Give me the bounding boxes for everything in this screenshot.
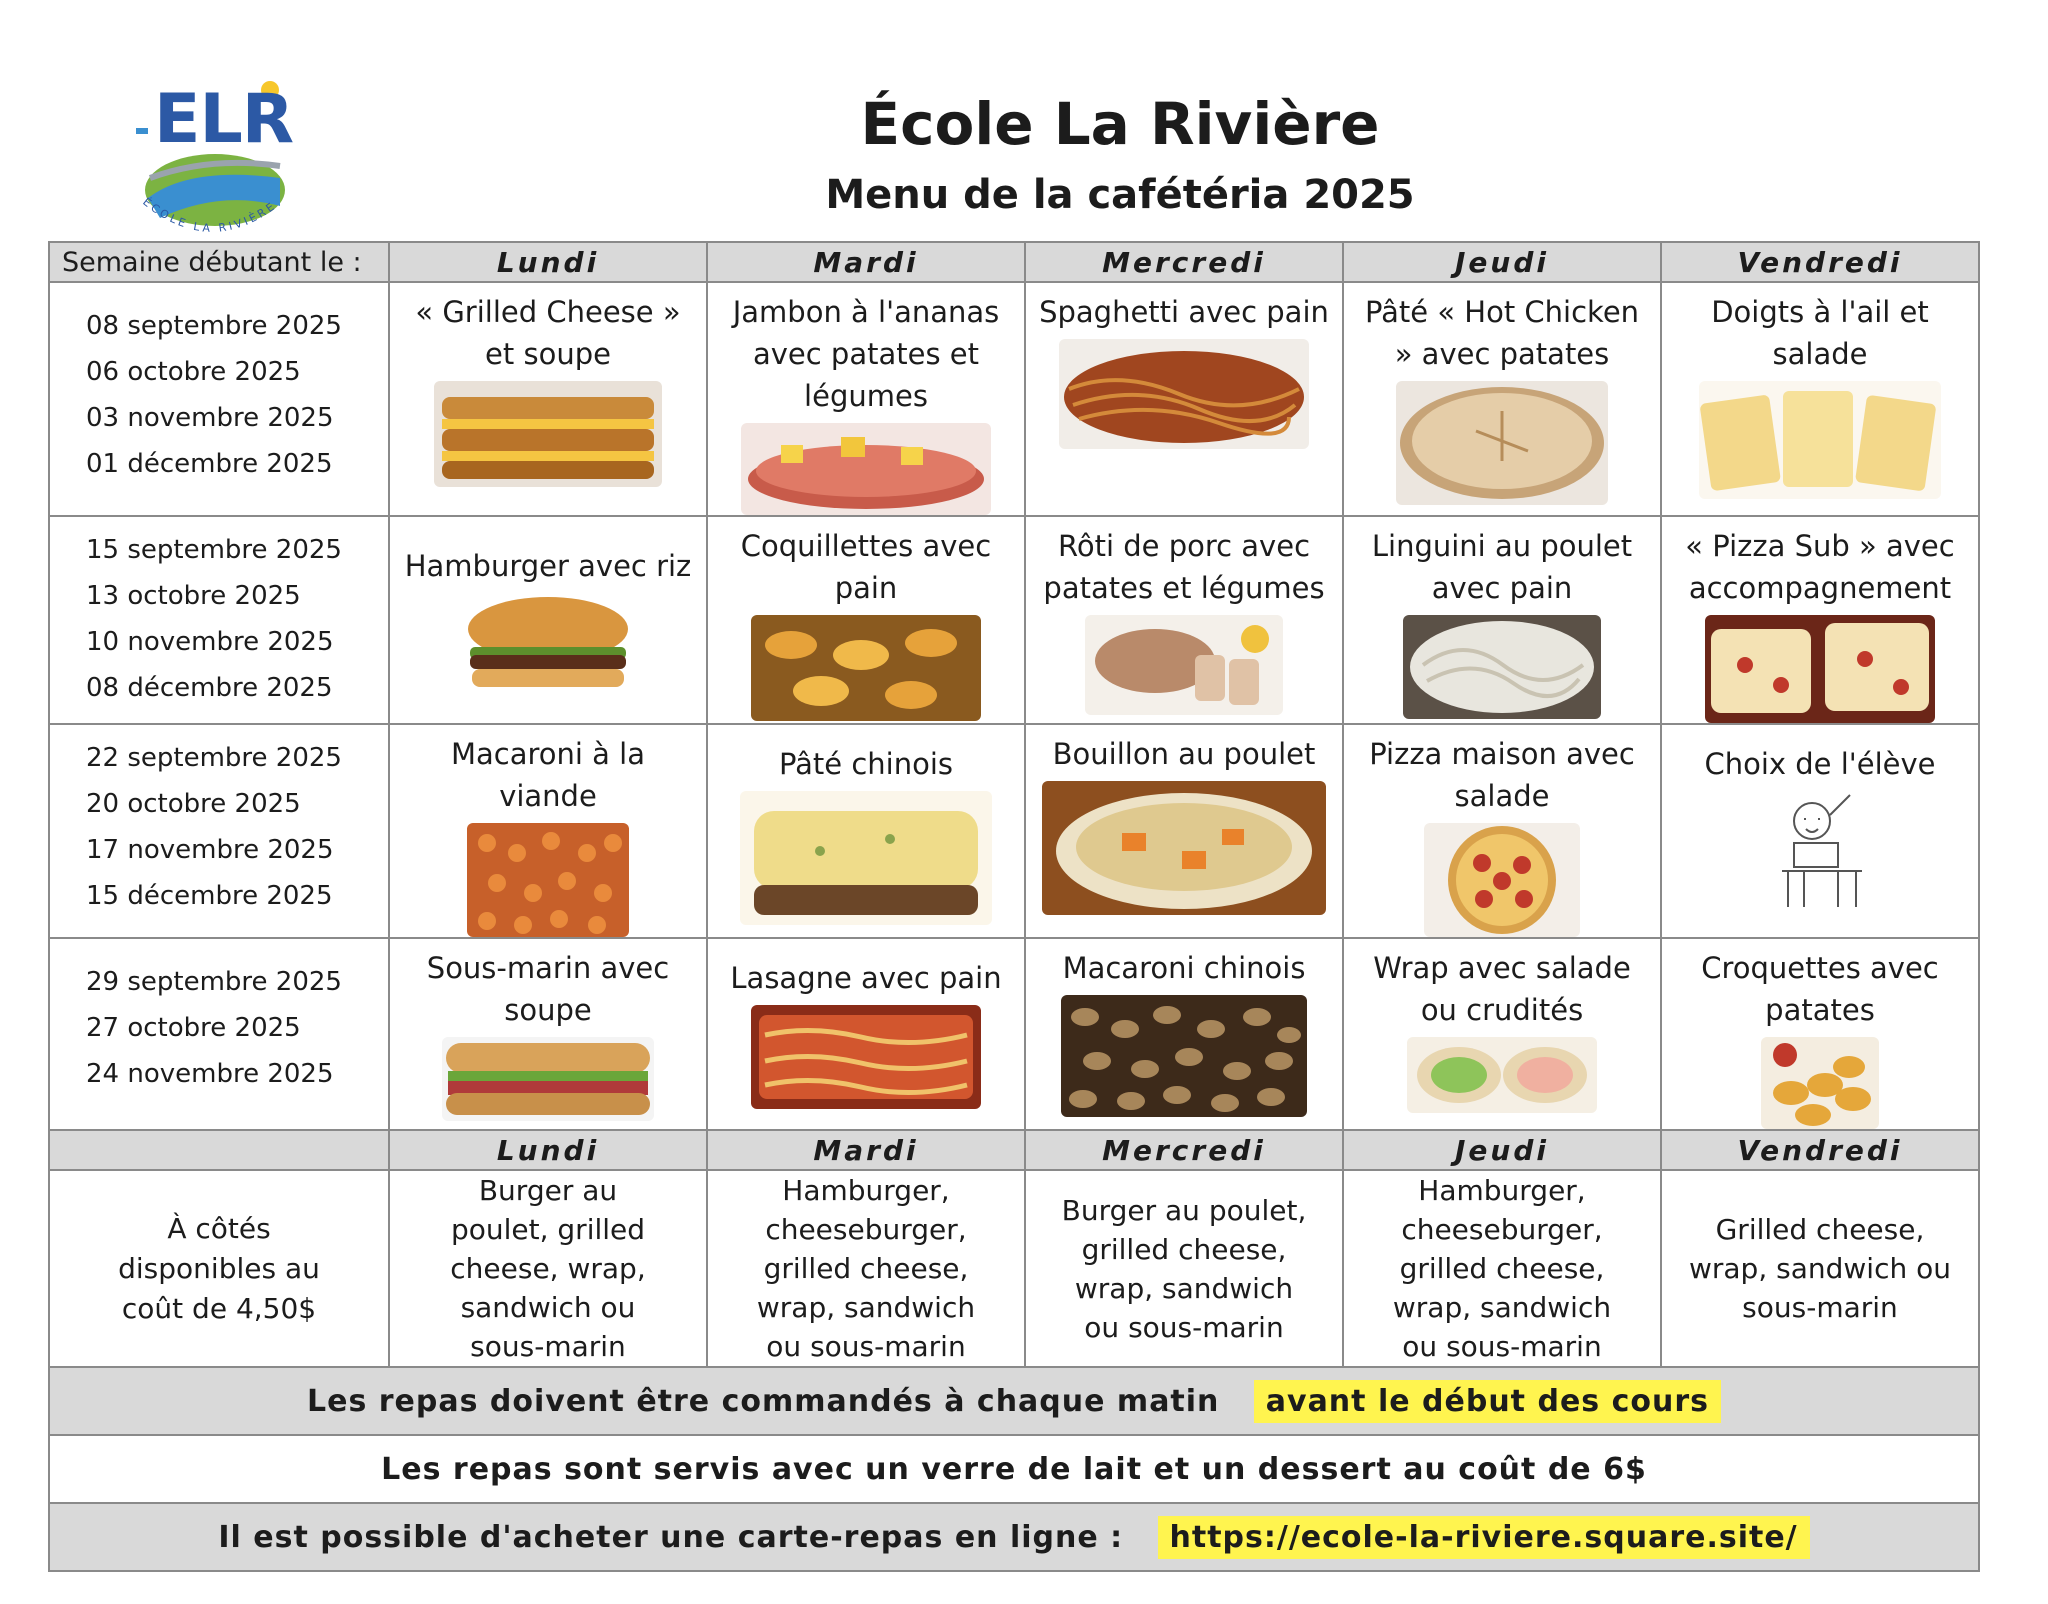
meal-name: Wrap avec salade ou crudités [1373, 951, 1631, 1027]
meal-cell [707, 724, 1025, 938]
semaine-label: Semaine débutant le : [49, 242, 389, 282]
day-lundi: Lundi [389, 242, 707, 282]
shepherds-pie-icon [740, 791, 992, 925]
cotes-text: Burger au poulet, grilled cheese, wrap, sandwich ou sous-marin [450, 1174, 646, 1363]
meal-cell [1343, 724, 1661, 938]
meal-cell [389, 724, 707, 938]
meal-cell [1025, 282, 1343, 516]
cotes-text: Hamburger, cheeseburger, grilled cheese, wrap, sandwich ou sous-marin [756, 1174, 976, 1363]
day-mercredi: Mercredi [1025, 242, 1343, 282]
week-date: 27 octobre 2025 [86, 1013, 301, 1043]
week-date: 15 septembre 2025 [86, 535, 342, 565]
meal-cell [1343, 938, 1661, 1130]
meal-cell [707, 282, 1025, 516]
week-date: 08 septembre 2025 [86, 311, 342, 341]
grilled-cheese-icon [434, 381, 662, 487]
week-date: 29 septembre 2025 [86, 967, 342, 997]
meal-cell [1661, 938, 1979, 1130]
meal-cell [389, 516, 707, 724]
submarine-icon [442, 1037, 654, 1121]
lasagna-icon [751, 1005, 981, 1109]
week-dates [49, 516, 389, 724]
week-row [49, 938, 1979, 1130]
garlic-fingers-icon [1699, 381, 1941, 499]
logo-letters: ELR [154, 80, 294, 159]
day-mardi: Mardi [707, 242, 1025, 282]
week-date: 13 octobre 2025 [86, 581, 301, 611]
cotes-cell [1025, 1170, 1343, 1367]
meal-cell [1343, 516, 1661, 724]
pasta-shells-icon [751, 615, 981, 721]
empty-header-cell [49, 1130, 389, 1170]
week-date: 01 décembre 2025 [86, 449, 333, 479]
meal-cell [389, 282, 707, 516]
meal-name: Pâté « Hot Chicken » avec patates [1364, 295, 1640, 371]
meal-cell [1661, 282, 1979, 516]
macaroni-meat-icon [467, 823, 629, 937]
served-notice-row [49, 1435, 1979, 1503]
meal-name: Lasagne avec pain [730, 961, 1002, 995]
meal-name: Linguini au poulet avec pain [1371, 529, 1633, 605]
week-date: 15 décembre 2025 [86, 881, 333, 911]
meal-cell [1343, 282, 1661, 516]
week-dates [49, 938, 389, 1130]
pork-roast-icon [1085, 615, 1283, 715]
meal-name: Macaroni à la viande [450, 737, 645, 813]
meal-cell [1025, 516, 1343, 724]
served-notice: Les repas sont servis avec un verre de lait et un dessert au coût de 6$ [49, 1435, 1979, 1503]
meal-cell [707, 516, 1025, 724]
week-date: 08 décembre 2025 [86, 673, 333, 703]
meal-name: Doigts à l'ail et salade [1711, 295, 1929, 371]
cotes-text: Burger au poulet, grilled cheese, wrap, sandwich ou sous-marin [1061, 1193, 1307, 1344]
meal-name: « Grilled Cheese » et soupe [415, 295, 681, 371]
card-url-link[interactable]: https://ecole-la-riviere.square.site/ [1158, 1516, 1810, 1559]
meal-name: Spaghetti avec pain [1039, 295, 1329, 329]
school-logo [130, 78, 300, 248]
pizza-sub-icon [1705, 615, 1935, 723]
hamburger-icon [458, 593, 638, 693]
page-title: École La Rivière [860, 90, 1380, 158]
meal-name: Hamburger avec riz [404, 549, 692, 583]
meal-name: Macaroni chinois [1062, 951, 1306, 985]
page-subtitle: Menu de la cafétéria 2025 [825, 172, 1415, 218]
pizza-icon [1424, 823, 1580, 937]
menu-table [48, 241, 1980, 1572]
meal-cell [707, 938, 1025, 1130]
week-date: 03 novembre 2025 [86, 403, 334, 433]
meal-name: Sous-marin avec soupe [426, 951, 670, 1027]
week-row [49, 282, 1979, 516]
order-text: Les repas doivent être commandés à chaque matin [306, 1383, 1220, 1419]
meal-name: Coquillettes avec pain [740, 529, 992, 605]
card-notice [49, 1503, 1979, 1571]
meal-name: Pâté chinois [778, 747, 954, 781]
cotes-label: À côtés disponibles au coût de 4,50$ [118, 1211, 320, 1325]
cotes-text: Grilled cheese, wrap, sandwich ou sous-marin [1688, 1213, 1951, 1324]
meal-name: Rôti de porc avec patates et légumes [1043, 529, 1325, 605]
day-vendredi: Vendredi [1661, 1130, 1979, 1170]
logo-arc-text [130, 78, 300, 248]
day-jeudi: Jeudi [1343, 242, 1661, 282]
meal-name: Croquettes avec patates [1701, 951, 1939, 1027]
ham-pineapple-icon [741, 423, 991, 515]
week-date: 22 septembre 2025 [86, 743, 342, 773]
meal-cell [1025, 724, 1343, 938]
meal-cell [1661, 516, 1979, 724]
week-date: 10 novembre 2025 [86, 627, 334, 657]
day-lundi: Lundi [389, 1130, 707, 1170]
week-date: 17 novembre 2025 [86, 835, 334, 865]
week-dates [49, 724, 389, 938]
cotes-cell [707, 1170, 1025, 1367]
macaroni-chinois-icon [1061, 995, 1307, 1117]
week-row [49, 724, 1979, 938]
week-row [49, 516, 1979, 724]
header-row [49, 242, 1979, 282]
cotes-cell [389, 1170, 707, 1367]
svg-text:ÉCOLE LA RIVIÈRE: ÉCOLE LA RIVIÈRE [140, 195, 280, 235]
day-vendredi: Vendredi [1661, 242, 1979, 282]
meal-cell [1025, 938, 1343, 1130]
meal-cell [1661, 724, 1979, 938]
linguini-icon [1403, 615, 1601, 719]
meal-name: « Pizza Sub » avec accompagnement [1685, 529, 1955, 605]
week-dates [49, 282, 389, 516]
order-highlight: avant le début des cours [1254, 1380, 1721, 1423]
meal-cell [389, 938, 707, 1130]
cotes-text: Hamburger, cheeseburger, grilled cheese, wrap, sandwich ou sous-marin [1392, 1174, 1612, 1363]
cotes-cell [1661, 1170, 1979, 1367]
cotes-header-row [49, 1130, 1979, 1170]
spaghetti-icon [1059, 339, 1309, 449]
week-date: 24 novembre 2025 [86, 1059, 334, 1089]
wrap-icon [1407, 1037, 1597, 1113]
nuggets-icon [1761, 1037, 1879, 1129]
card-notice-row [49, 1503, 1979, 1571]
cotes-cell [1343, 1170, 1661, 1367]
meal-name: Pizza maison avec salade [1369, 737, 1635, 813]
order-notice [49, 1367, 1979, 1435]
day-mercredi: Mercredi [1025, 1130, 1343, 1170]
week-date: 20 octobre 2025 [86, 789, 301, 819]
card-text: Il est possible d'acheter une carte-repas en ligne : [218, 1519, 1124, 1555]
cotes-label-cell [49, 1170, 389, 1367]
meal-name: Bouillon au poulet [1052, 737, 1316, 771]
day-jeudi: Jeudi [1343, 1130, 1661, 1170]
meal-name: Jambon à l'ananas avec patates et légumes [732, 295, 1000, 413]
student-drawing-icon [1768, 791, 1872, 909]
day-mardi: Mardi [707, 1130, 1025, 1170]
chicken-soup-icon [1042, 781, 1326, 915]
meal-name: Choix de l'élève [1704, 747, 1936, 781]
order-notice-row [49, 1367, 1979, 1435]
week-date: 06 octobre 2025 [86, 357, 301, 387]
chicken-pie-icon [1396, 381, 1608, 505]
cotes-row [49, 1170, 1979, 1367]
